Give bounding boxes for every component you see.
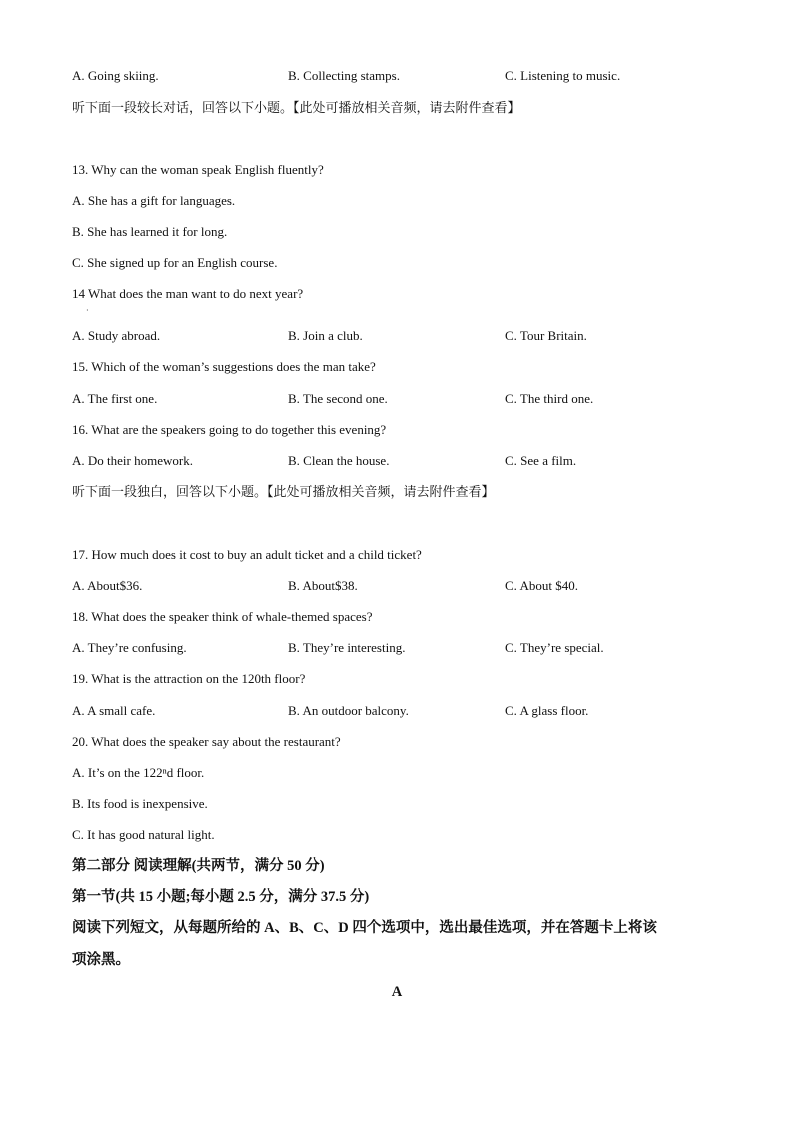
q20-option-a: A. It’s on the 122ⁿd floor.: [72, 765, 205, 780]
q20-question: 20. What does the speaker say about the restaurant?: [72, 734, 341, 749]
q12-option-a: A. Going skiing.: [72, 68, 159, 83]
q17-option-c: C. About $40.: [505, 578, 578, 593]
q17-question: 17. How much does it cost to buy an adult ticket and a child ticket?: [72, 547, 422, 562]
q16-option-b: B. Clean the house.: [288, 453, 390, 468]
q15-option-a: A. The first one.: [72, 391, 158, 406]
q14-option-a: A. Study abroad.: [72, 328, 161, 343]
q12-option-c: C. Listening to music.: [505, 68, 621, 83]
q18-option-b: B. They’re interesting.: [288, 640, 406, 655]
q18-question: 18. What does the speaker think of whale-themed spaces?: [72, 609, 373, 624]
q19-option-c: C. A glass floor.: [505, 703, 589, 718]
q16-question: 16. What are the speakers going to do together this evening?: [72, 422, 387, 437]
q20-option-c: C. It has good natural light.: [72, 827, 215, 842]
q14-option-c: C. Tour Britain.: [505, 328, 587, 343]
q19-option-b: B. An outdoor balcony.: [288, 703, 409, 718]
q14-number-dot: ·: [86, 306, 89, 315]
reading-instruction-line1: 阅读下列短文，从每题所给的 A、B、C、D 四个选项中，选出最佳选项，并在答题卡上将该: [72, 920, 657, 936]
passage-label: A: [391, 984, 403, 1000]
q17-option-b: B. About$38.: [288, 578, 358, 593]
q12-option-b: B. Collecting stamps.: [288, 68, 400, 83]
q20-option-b: B. Its food is inexpensive.: [72, 796, 208, 811]
q17-option-a: A. About$36.: [72, 578, 143, 593]
q15-option-c: C. The third one.: [505, 391, 594, 406]
q13-question: 13. Why can the woman speak English fluently?: [72, 162, 324, 177]
q18-option-a: A. They’re confusing.: [72, 640, 187, 655]
q16-option-c: C. See a film.: [505, 453, 577, 468]
q13-option-c: C. She signed up for an English course.: [72, 255, 278, 270]
q15-question: 15. Which of the woman’s suggestions does the man take?: [72, 359, 376, 374]
reading-instruction-line2: 项涂黑。: [72, 952, 130, 968]
monologue-instruction: 听下面一段独白，回答以下小题。【此处可播放相关音频，请去附件查看】: [72, 484, 495, 499]
q13-option-b: B. She has learned it for long.: [72, 224, 228, 239]
part2-title: 第二部分 阅读理解(共两节，满分 50 分): [72, 858, 325, 874]
q16-option-a: A. Do their homework.: [72, 453, 193, 468]
section1-title: 第一节(共 15 小题;每小题 2.5 分，满分 37.5 分): [72, 889, 370, 905]
q19-question: 19. What is the attraction on the 120th floor?: [72, 671, 306, 686]
q14-option-b: B. Join a club.: [288, 328, 363, 343]
q19-option-a: A. A small cafe.: [72, 703, 156, 718]
q13-option-a: A. She has a gift for languages.: [72, 193, 236, 208]
dialogue-instruction: 听下面一段较长对话，回答以下小题。【此处可播放相关音频，请去附件查看】: [72, 100, 521, 115]
q14-question: 14 What does the man want to do next year?: [72, 286, 304, 301]
q18-option-c: C. They’re special.: [505, 640, 604, 655]
q15-option-b: B. The second one.: [288, 391, 388, 406]
